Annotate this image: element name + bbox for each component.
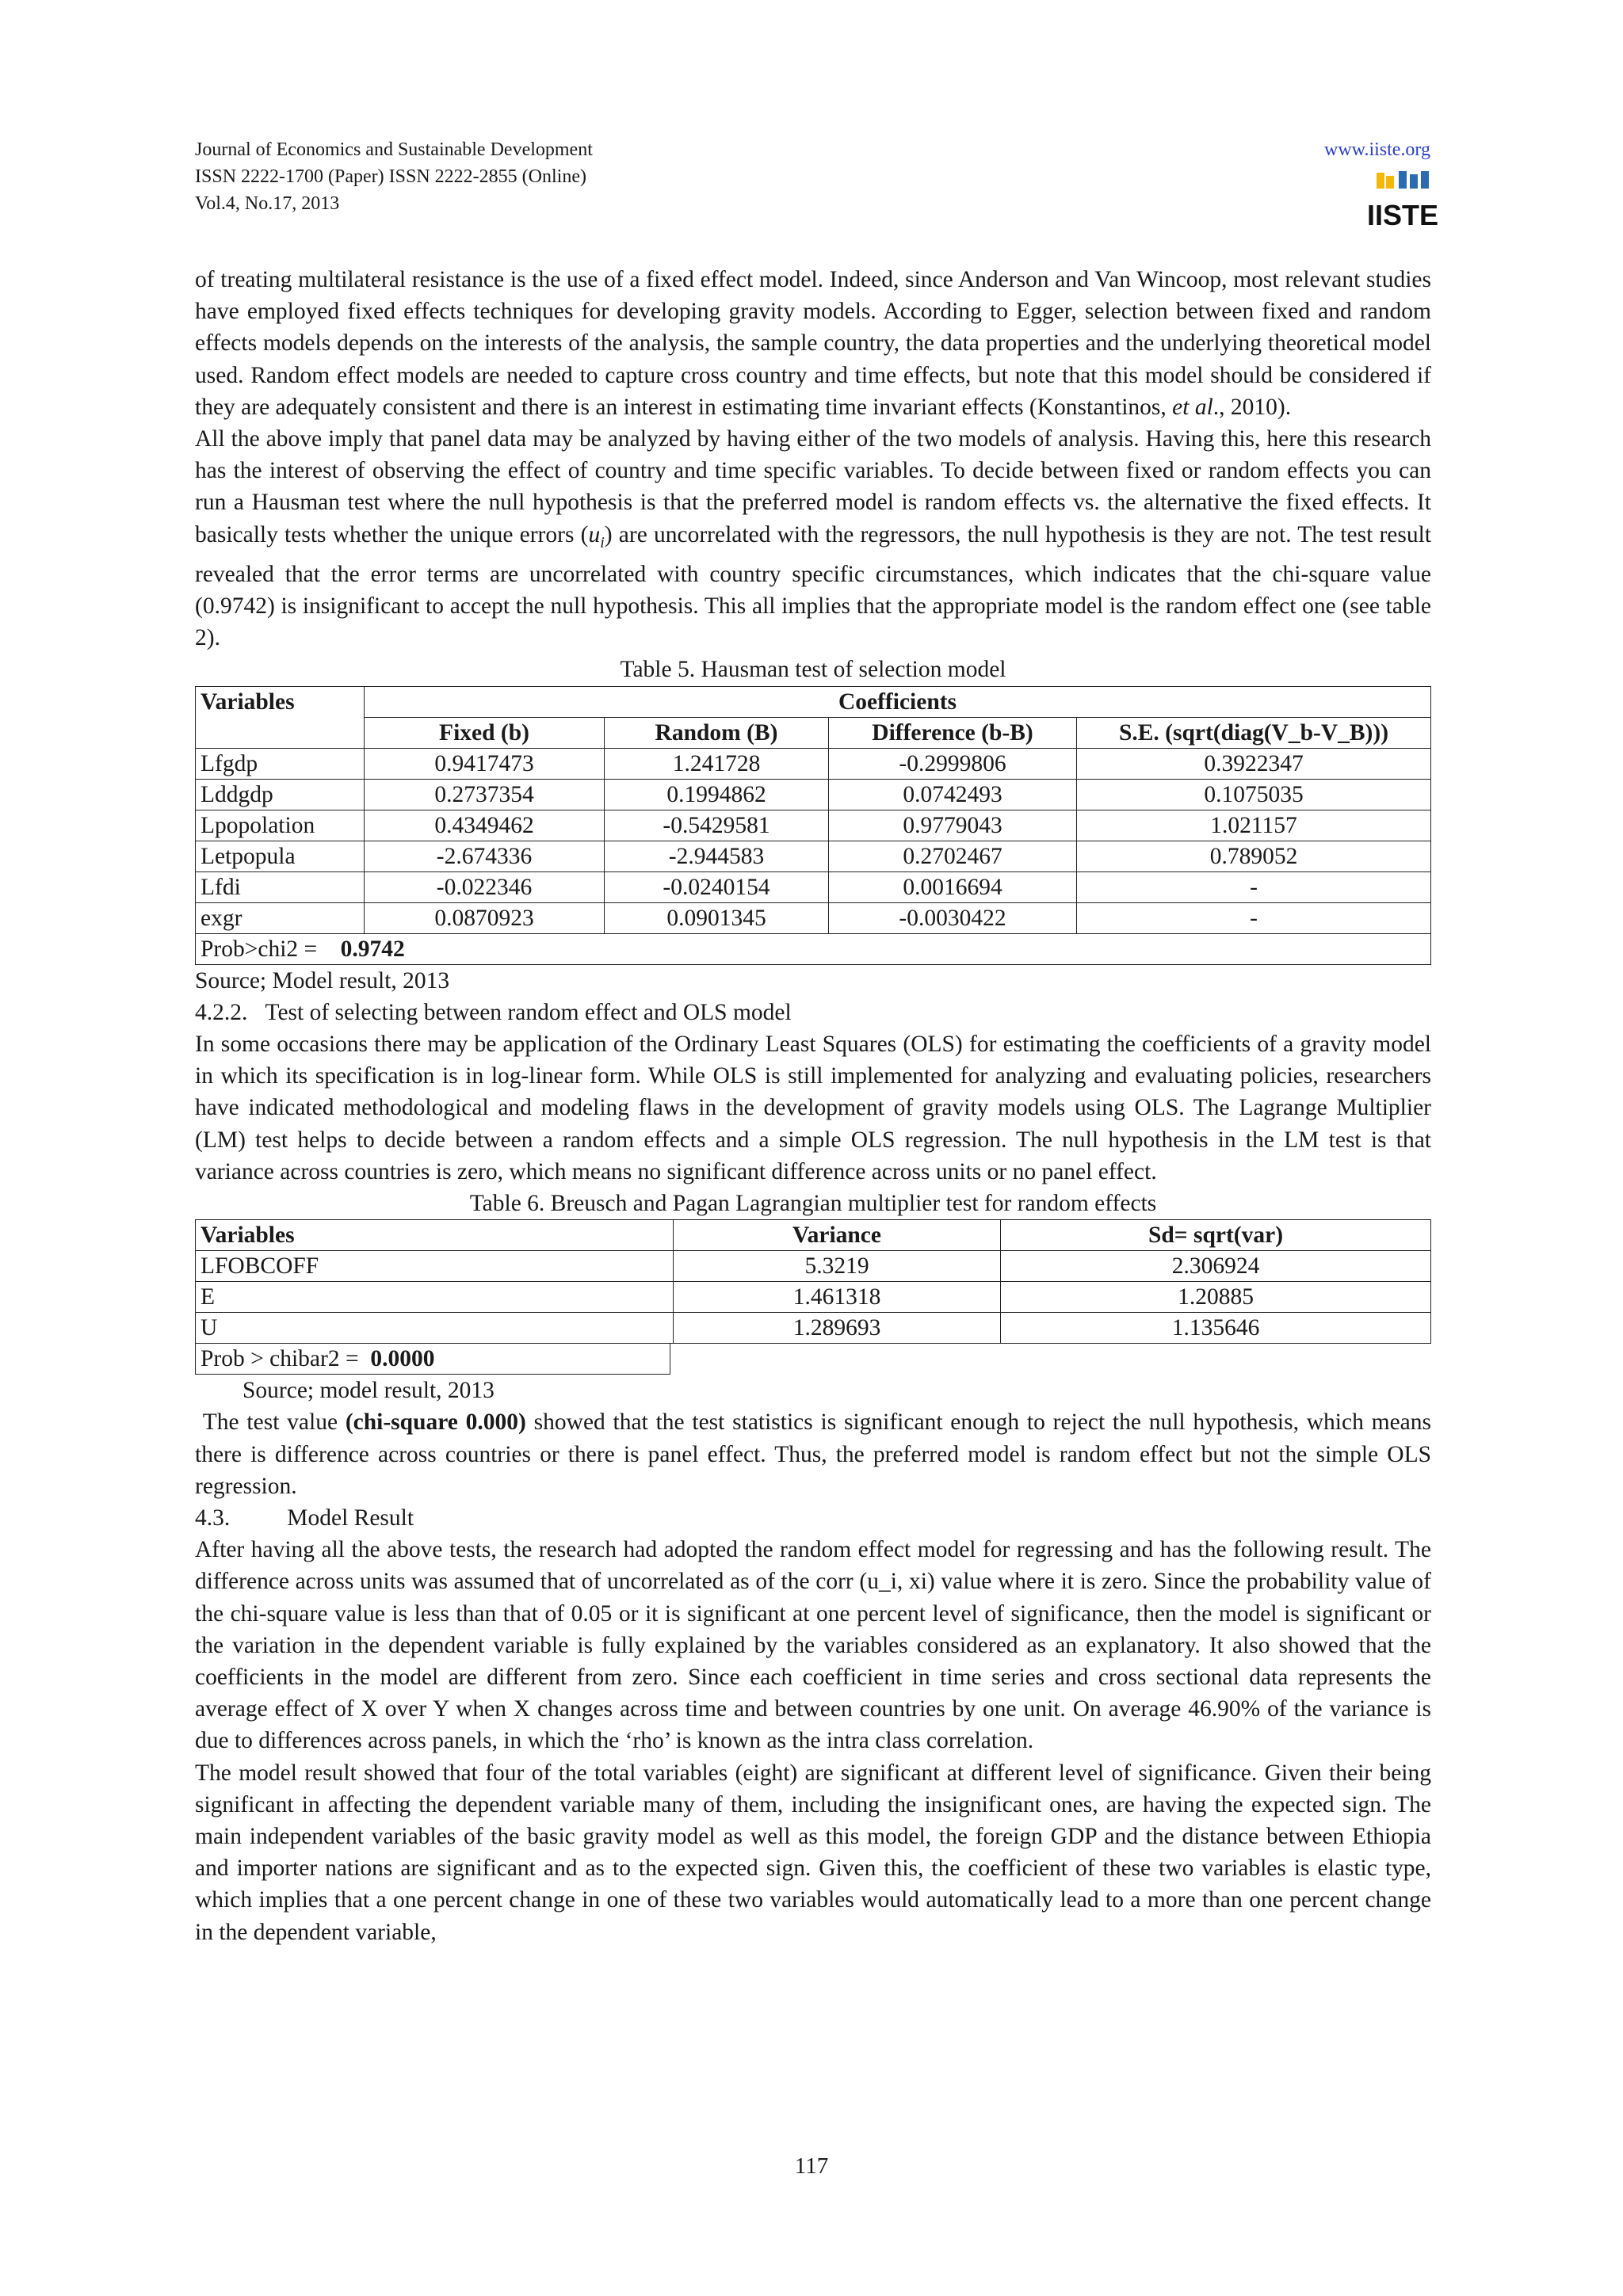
- table5-prob-row: [196, 933, 1431, 964]
- table5-col-header: Fixed (b): [365, 717, 605, 748]
- table6-caption: Table 6. Breusch and Pagan Lagrangian multiplier test for random effects: [469, 1190, 1157, 1216]
- table5-variables-header: Variables: [196, 686, 365, 717]
- table6-col-header: Variables: [196, 1220, 674, 1251]
- section-4-3-heading: 4.3. Model Result: [195, 1505, 414, 1531]
- table5-empty-cell: [196, 717, 365, 748]
- table6-prob-value: 0.0000: [370, 1346, 435, 1372]
- journal-website-block: [1324, 136, 1430, 163]
- journal-website-link[interactable]: www.iiste.org: [1324, 139, 1430, 160]
- lm-test-table: [195, 1219, 1431, 1344]
- section-4-2-2-heading: 4.2.2. Test of selecting between random effect and OLS model: [195, 999, 792, 1025]
- table5-prob-label: Prob>chi2 =: [200, 936, 318, 962]
- table-row: Lfdi -0.022346 -0.0240154 0.0016694 -: [196, 871, 1431, 902]
- table-row: E 1.461318 1.20885: [196, 1282, 1431, 1313]
- table5-col-header: Random (B): [605, 717, 829, 748]
- table5-source: Source; Model result, 2013: [195, 967, 450, 994]
- table6-prob-box: [195, 1344, 670, 1375]
- table-row: Letpopula -2.674336 -2.944583 0.2702467 0.789052: [196, 841, 1431, 871]
- table-row: Lfgdp 0.9417473 1.241728 -0.2999806 0.3922347: [196, 748, 1431, 779]
- iiste-logo: [1366, 171, 1439, 231]
- table-row: exgr 0.0870923 0.0901345 -0.0030422 -: [196, 902, 1431, 933]
- table6-col-header: Sd= sqrt(var): [1001, 1220, 1431, 1251]
- article-body: [195, 264, 1431, 1948]
- table5-col-header: S.E. (sqrt(diag(V_b-V_B))): [1077, 717, 1431, 748]
- table-row: U 1.289693 1.135646: [196, 1313, 1431, 1344]
- paragraph-4: The test value (chi-square 0.000) showed that the test statistics is significant enough to reject the null hypothesis, which means there is difference across countries or there is panel effect. Thus, the preferred model is random effect but not the simple OLS regression.: [195, 1409, 1431, 1499]
- paragraph-5: After having all the above tests, the research had adopted the random effect model for regressing and has the following result. The difference across units was assumed that of uncorrelated as of the corr (u_i, xi) value where it is zero. Since the probability value of the chi-square value is less than that of 0.05 or it is significant at one percent level of significance, then the model is significant or the variation in the dependent variable is fully explained by the variables considered as an explanatory. It also showed that the coefficients in the model are different from zero. Since each coefficient in time series and cross sectional data represents the average effect of X over Y when X changes across time and between countries by one unit. On average 46.90% of the variance is due to differences across panels, in which the ‘rho’ is known as the intra class correlation.: [195, 1537, 1431, 1754]
- table-row: Lpopolation 0.4349462 -0.5429581 0.9779043 1.021157: [196, 810, 1431, 841]
- paragraph-2: All the above imply that panel data may be analyzed by having either of the two models of analysis. Having this, here this research has the interest of observing the effect of country and time specific variables. To decide between fixed or random effects you can run a Hausman test where the null hypothesis is that the preferred model is random effects vs. the alternative the fixed effects. It basically tests whether the unique errors $(u_i)$ are uncorrelated with the regressors, the null hypothesis is they are not. The test result revealed that the error terms are uncorrelated with country specific circumstances, which indicates that the chi-square value (0.9742) is insignificant to accept the null hypothesis. This all implies that the appropriate model is the random effect one (see table 2).: [195, 426, 1432, 651]
- logo-text: IISTE: [1366, 199, 1439, 231]
- paragraph-6: The model result showed that four of the total variables (eight) are significant at different level of significance. Given their being significant in affecting the dependent variable many of them, including the insignificant ones, are having the expected sign. The main independent variables of the basic gravity model as well as this model, the foreign GDP and the distance between Ethiopia and importer nations are significant and as to the expected sign. Given this, the coefficient of these two variables is elastic type, which implies that a one percent change in one of these two variables would automatically lead to a more than one percent change in the dependent variable,: [195, 1760, 1431, 1945]
- table5-col-header: Difference (b-B): [829, 717, 1077, 748]
- journal-issn: ISSN 2222-1700 (Paper) ISSN 2222-2855 (Online): [195, 166, 586, 187]
- hausman-table: [195, 686, 1431, 965]
- table6-prob-label: Prob > chibar2 =: [200, 1346, 359, 1372]
- table-row: Lddgdp 0.2737354 0.1994862 0.0742493 0.1075035: [196, 779, 1431, 810]
- paragraph-3: In some occasions there may be application of the Ordinary Least Squares (OLS) for estimating the coefficients of a gravity model in which its specification is in log-linear form. While OLS is still implemented for analyzing and evaluating policies, researchers have indicated methodological and modeling flaws in the development of gravity models using OLS. The Lagrange Multiplier (LM) test helps to decide between a random effects and a simple OLS regression. The null hypothesis in the LM test is that variance across countries is zero, which means no significant difference across units or no panel effect.: [195, 1031, 1431, 1184]
- table5-caption: Table 5. Hausman test of selection model: [620, 657, 1006, 683]
- table6-source: Source; model result, 2013: [242, 1378, 495, 1404]
- table-row: LFOBCOFF 5.3219 2.306924: [196, 1251, 1431, 1282]
- journal-title: Journal of Economics and Sustainable Development: [195, 139, 593, 160]
- table5-prob-value: 0.9742: [340, 936, 405, 962]
- journal-header: [195, 136, 593, 217]
- paragraph-1: of treating multilateral resistance is the use of a fixed effect model. Indeed, since Anderson and Van Wincoop, most relevant studies have employed fixed effects techniques for developing gravity models. According to Egger, selection between fixed and random effects models depends on the interests of the analysis, the sample country, the data properties and the underlying theoretical model used. Random effect models are needed to capture cross country and time effects, but note that this model should be considered if they are adequately consistent and there is an interest in estimating time invariant effects (Konstantinos, et al., 2010).: [195, 267, 1431, 420]
- journal-volume: Vol.4, No.17, 2013: [195, 193, 340, 214]
- page-number: 117: [794, 2153, 829, 2179]
- table5-coefficients-header: Coefficients: [365, 686, 1431, 717]
- table6-col-header: Variance: [674, 1220, 1001, 1251]
